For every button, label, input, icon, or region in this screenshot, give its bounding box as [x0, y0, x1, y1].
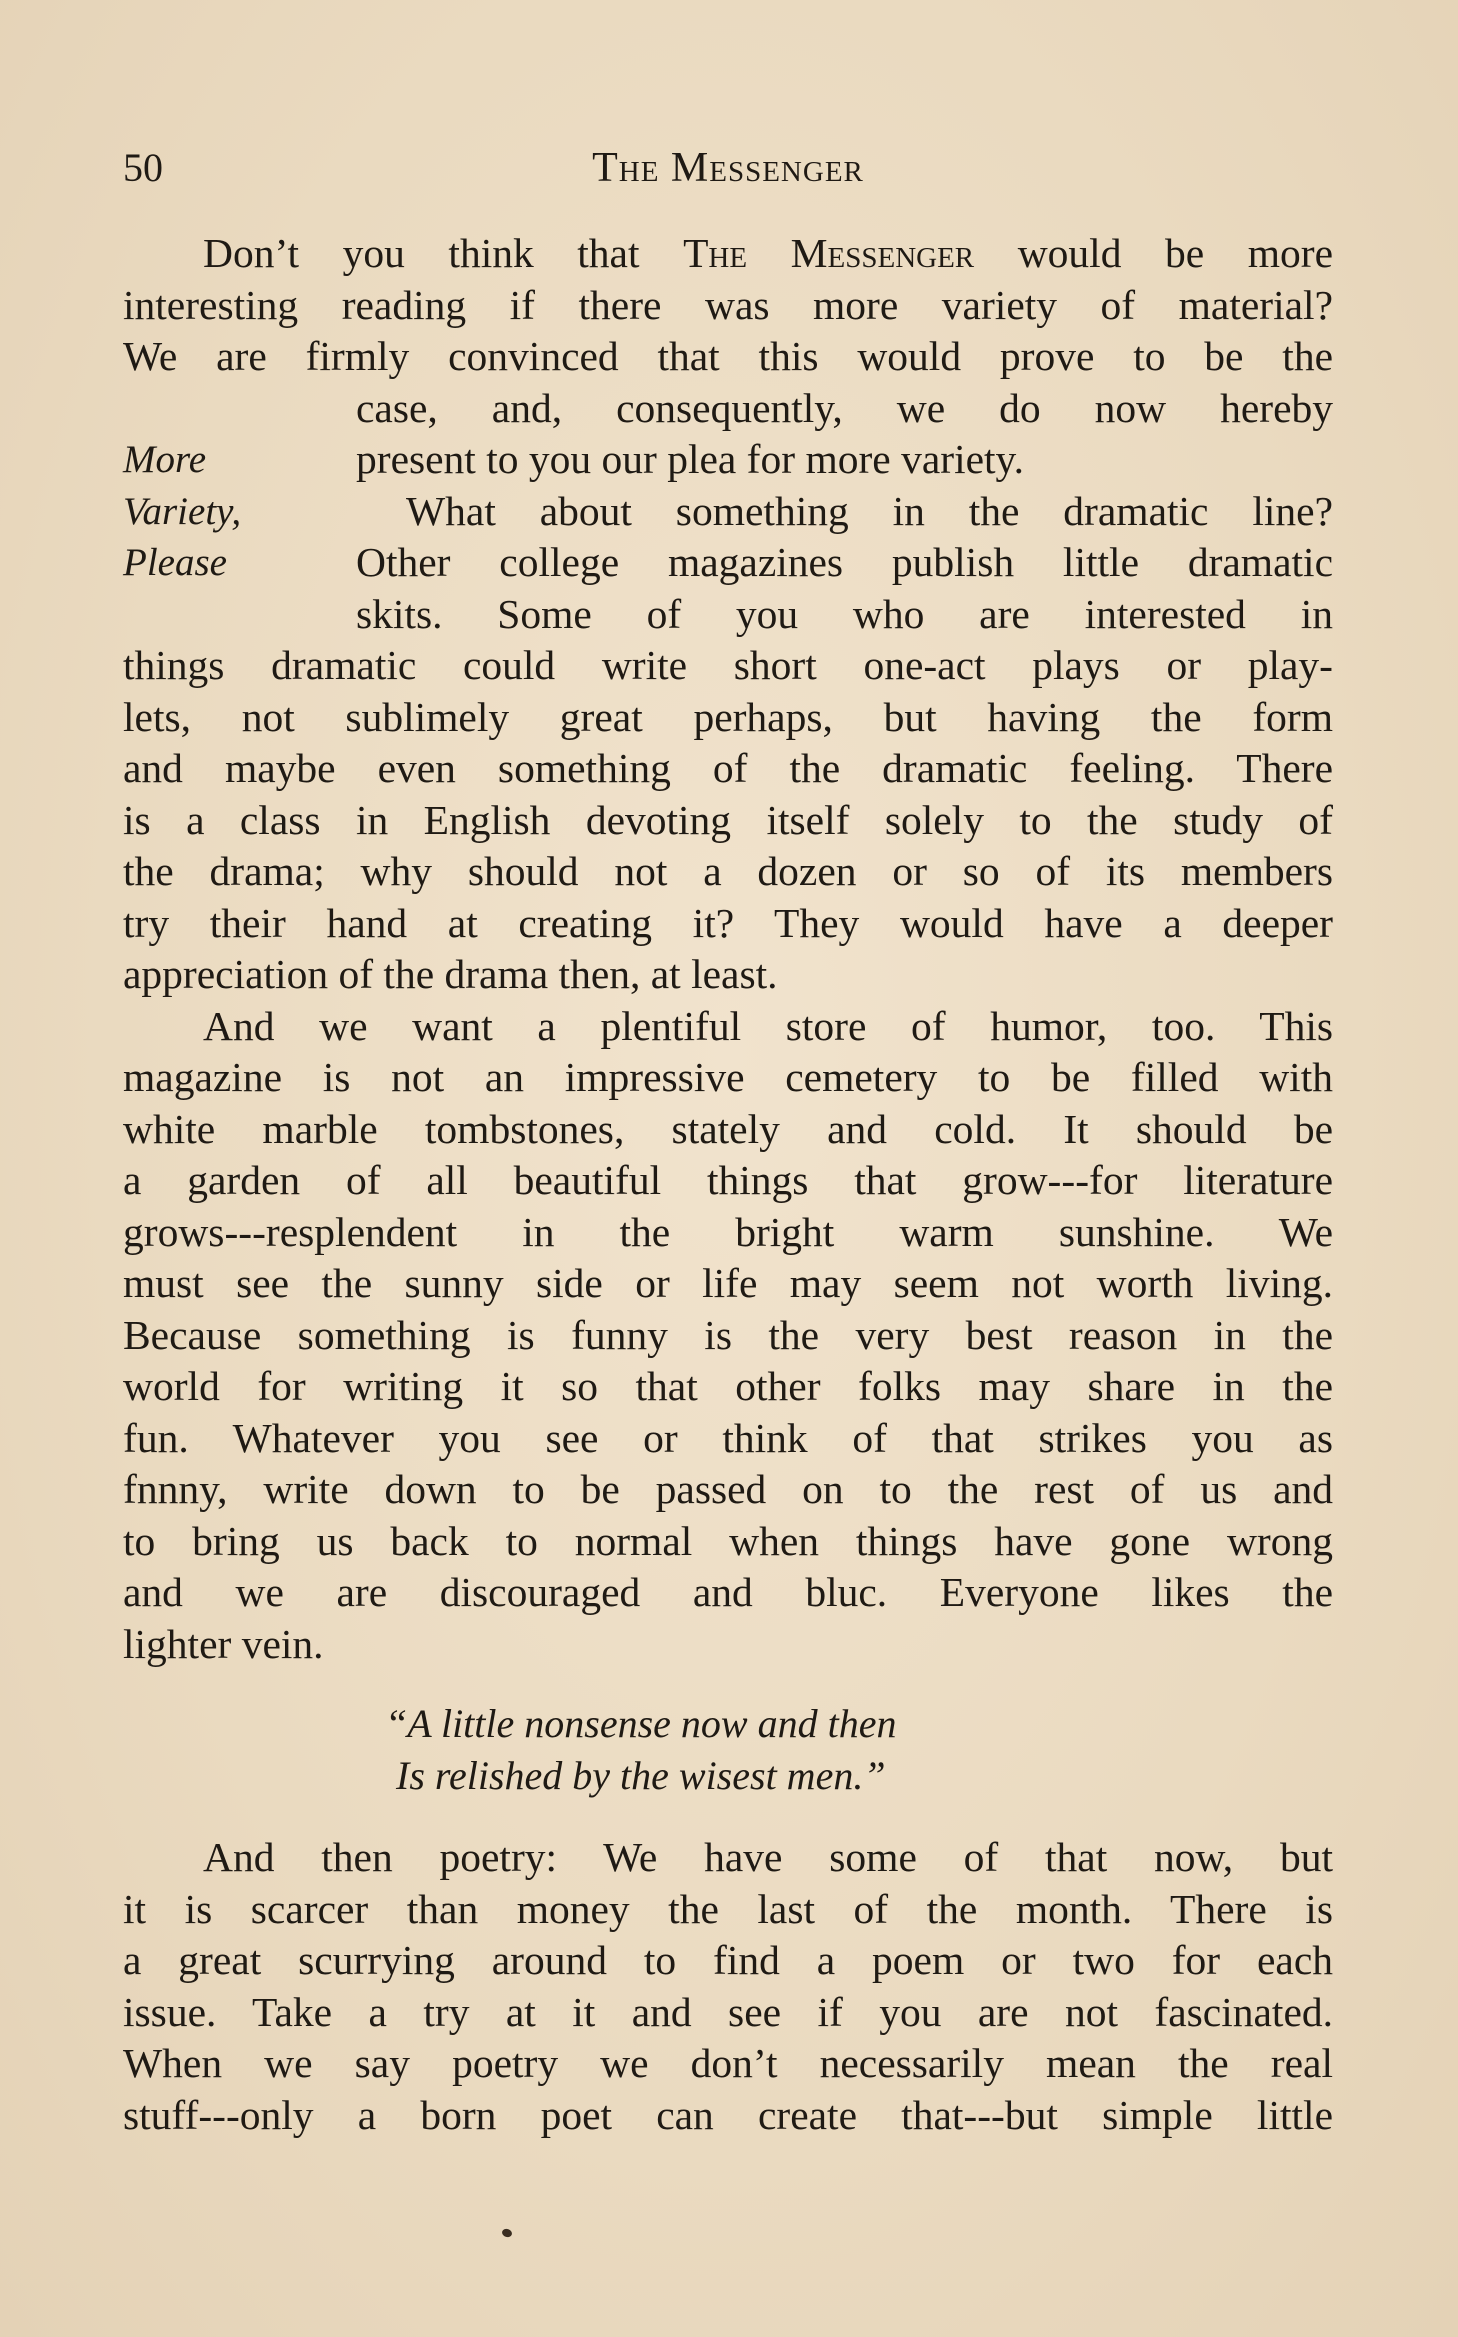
- text-line: and maybe even something of the dramatic feeling. There: [123, 745, 1333, 791]
- text-line: white marble tombstones, stately and cold. It should be: [123, 1105, 1333, 1152]
- running-title: [123, 138, 1333, 198]
- text-line: When we say poetry we don’t necessarily mean the real: [123, 2040, 1333, 2086]
- paragraph-1: [123, 228, 1333, 383]
- running-head: [123, 138, 1333, 208]
- paragraph-3: [123, 1001, 1333, 1671]
- text-line: We are firmly convinced that this would prove to be the: [123, 333, 1333, 379]
- text-line: it is scarcer than money the last of the month. There is: [123, 1885, 1333, 1932]
- side-note-line: Please: [123, 541, 227, 584]
- text-line: present to you our plea for more variety.: [356, 436, 1024, 482]
- text-line: grows---resplendent in the bright warm sunshine. We: [123, 1208, 1333, 1255]
- text-line: must see the sunny side or life may seem not worth living.: [123, 1260, 1333, 1306]
- text-line: And we want a plentiful store of humor, too. This: [203, 1002, 1333, 1049]
- running-title-first: The: [592, 145, 671, 191]
- text-line: is a class in English devoting itself solely to the study of: [123, 796, 1333, 843]
- text-line: things dramatic could write short one-act plays or play-: [123, 642, 1333, 688]
- text-line: try their hand at creating it? They would have a deeper: [123, 899, 1333, 946]
- text-line: the drama; why should not a dozen or so of its members: [123, 848, 1333, 894]
- text-line: world for writing it so that other folks may share in the: [123, 1363, 1333, 1409]
- text-line: lighter vein.: [123, 1620, 324, 1667]
- paragraph-2: [123, 640, 1333, 1001]
- ink-dot-mark: [501, 2228, 513, 2239]
- text-line: issue. Take a try at it and see if you are not fascinated.: [123, 1988, 1333, 2035]
- text-line: Other college magazines publish little dramatic: [356, 539, 1333, 585]
- body-text: [123, 228, 1333, 2141]
- text-line: fnnny, write down to be passed on to the rest of us and: [123, 1466, 1333, 1512]
- text-line: a garden of all beautiful things that grow---for literature: [123, 1157, 1333, 1203]
- magazine-name: The Messenger: [683, 230, 975, 276]
- side-note-line: More: [123, 438, 207, 481]
- page: [123, 138, 1333, 2141]
- text-line: to bring us back to normal when things have gone wrong: [123, 1517, 1333, 1564]
- paragraph-4: [123, 1832, 1333, 2141]
- text-line: stuff---only a born poet can create that---but simple little: [123, 2091, 1333, 2138]
- text-line: fun. Whatever you see or think of that strikes you as: [123, 1414, 1333, 1461]
- side-note-line: Variety,: [123, 489, 242, 533]
- text-line: case, and, consequently, we do now hereby: [356, 384, 1333, 431]
- text-line: appreciation of the drama then, at least.: [123, 951, 778, 997]
- text-line: lets, not sublimely great perhaps, but having the form: [123, 693, 1333, 740]
- text-line: And then poetry: We have some of that now, but: [203, 1834, 1333, 1880]
- sidehead-block: [123, 383, 1333, 641]
- verse-line: Is relished by the wisest men.”: [396, 1753, 886, 1798]
- text-line: magazine is not an impressive cemetery to be filled with: [123, 1054, 1333, 1100]
- text-line: and we are discouraged and bluc. Everyone likes the: [123, 1569, 1333, 1615]
- text-line: What about something in the dramatic line?: [406, 487, 1333, 534]
- text-line: skits. Some of you who are interested in: [356, 590, 1333, 637]
- text-line: a great scurrying around to find a poem or two for each: [123, 1937, 1333, 1983]
- text-line: Don’t you think that The Messenger would be more: [203, 230, 1333, 276]
- verse-line: “A little nonsense now and then: [385, 1701, 897, 1746]
- page-number: 50: [123, 145, 163, 190]
- running-title-second: Messenger: [670, 145, 864, 191]
- side-note: [123, 434, 241, 589]
- text-line: interesting reading if there was more variety of material?: [123, 281, 1333, 328]
- verse-quote: [123, 1698, 1333, 1802]
- text-line: Because something is funny is the very best reason in the: [123, 1311, 1333, 1358]
